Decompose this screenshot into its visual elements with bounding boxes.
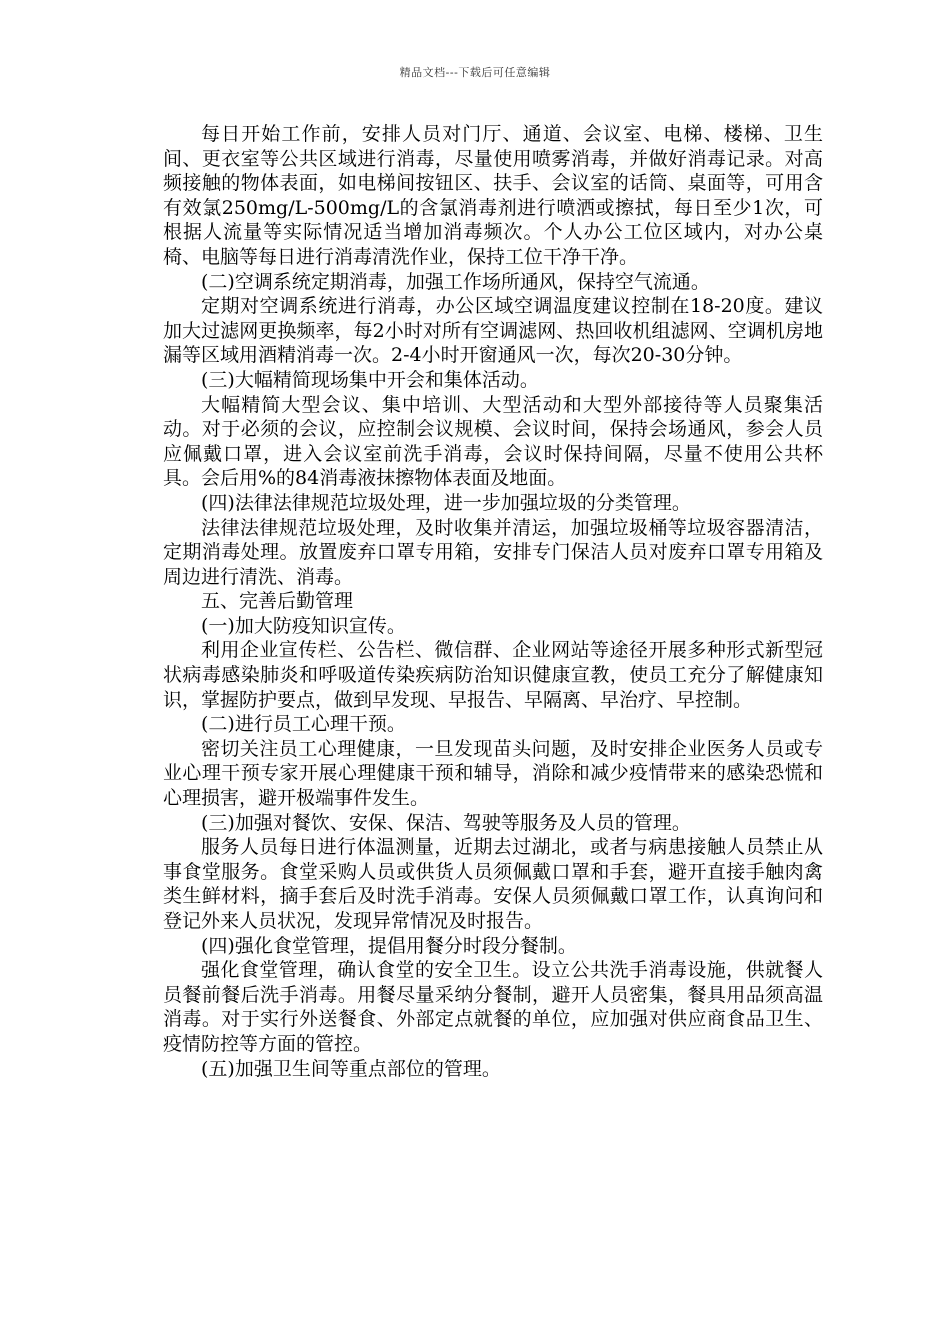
- section-heading-logistics: 五、完善后勤管理: [201, 590, 354, 613]
- document-body: [163, 122, 823, 1081]
- paragraph-reduce-meetings: 大幅精简大型会议、集中培训、大型活动和大型外部接待等人员聚集活动。对于必须的会议，应控制会议规模、会议时间，保持会场通风，参会人员应佩戴口罩，进入会议室前洗手消毒，会议时保持间隔，尽量不使用公共杯具。会后用%的84消毒液抹擦物体表面及地面。: [163, 393, 823, 490]
- paragraph-psychological: 密切关注员工心理健康，一旦发现苗头问题，及时安排企业医务人员或专业心理干预专家开展心理健康干预和辅导，消除和减少疫情带来的感染恐慌和心理损害，避开极端事件发生。: [163, 737, 823, 810]
- heading-restroom: (五)加强卫生间等重点部位的管理。: [201, 1057, 501, 1080]
- heading-canteen: (四)强化食堂管理，提倡用餐分时段分餐制。: [201, 934, 577, 957]
- heading-psychological: (二)进行员工心理干预。: [201, 713, 406, 736]
- page-header: 精品文档---下载后可任意编辑: [399, 66, 551, 79]
- paragraph-garbage-handling: 法律法律规范垃圾处理，及时收集并清运，加强垃圾桶等垃圾容器清洁，定期消毒处理。放置废弃口罩专用箱，安排专门保洁人员对废弃口罩专用箱及周边进行清洗、消毒。: [163, 516, 823, 588]
- paragraph-service-staff: 服务人员每日进行体温测量，近期去过湖北，或者与病患接触人员禁止从事食堂服务。食堂采购人员或供货人员须佩戴口罩和手套，避开直接手触肉禽类生鲜材料，摘手套后及时洗手消毒。安保人员须佩戴口罩工作，认真询问和登记外来人员状况，发现异常情况及时报告。: [163, 836, 823, 932]
- paragraph-canteen: 强化食堂管理，确认食堂的安全卫生。设立公共洗手消毒设施，供就餐人员餐前餐后洗手消毒。用餐尽量采纳分餐制，避开人员密集，餐具用品须高温消毒。对于实行外送餐食、外部定点就餐的单位，应加强对供应商食品卫生、疫情防控等方面的管控。: [163, 959, 823, 1055]
- heading-reduce-meetings: (三)大幅精简现场集中开会和集体活动。: [201, 368, 539, 391]
- heading-ac-disinfection: (二)空调系统定期消毒，加强工作场所通风，保持空气流通。: [201, 270, 710, 293]
- heading-publicity: (一)加大防疫知识宣传。: [201, 614, 406, 637]
- heading-service-staff: (三)加强对餐饮、安保、保洁、驾驶等服务及人员的管理。: [201, 811, 691, 834]
- paragraph-ac-disinfection: 定期对空调系统进行消毒，办公区域空调温度建议控制在18-20度。建议加大过滤网更换频率，每2小时对所有空调滤网、热回收机组滤网、空调机房地漏等区域用酒精消毒一次。2-4小时开窗通风一次，每次20-30分钟。: [163, 295, 823, 367]
- paragraph-disinfection-routine: 每日开始工作前，安排人员对门厅、通道、会议室、电梯、楼梯、卫生间、更衣室等公共区域进行消毒，尽量使用喷雾消毒，并做好消毒记录。对高频接触的物体表面，如电梯间按钮区、扶手、会议室的话筒、桌面等，可用含有效氯250mg/L-500mg/L的含氯消毒剂进行喷洒或擦拭，每日至少1次，可根据人流量等实际情况适当增加消毒频次。个人办公工位区域内，对办公桌椅、电脑等每日进行消毒清洗作业，保持工位干净干净。: [163, 123, 823, 268]
- paragraph-publicity: 利用企业宣传栏、公告栏、微信群、企业网站等途径开展多种形式新型冠状病毒感染肺炎和呼吸道传染疾病防治知识健康宣教，使员工充分了解健康知识，掌握防护要点，做到早发现、早报告、早隔离、早治疗、早控制。: [163, 639, 823, 711]
- heading-garbage-handling: (四)法律法律规范垃圾处理，进一步加强垃圾的分类管理。: [201, 491, 691, 514]
